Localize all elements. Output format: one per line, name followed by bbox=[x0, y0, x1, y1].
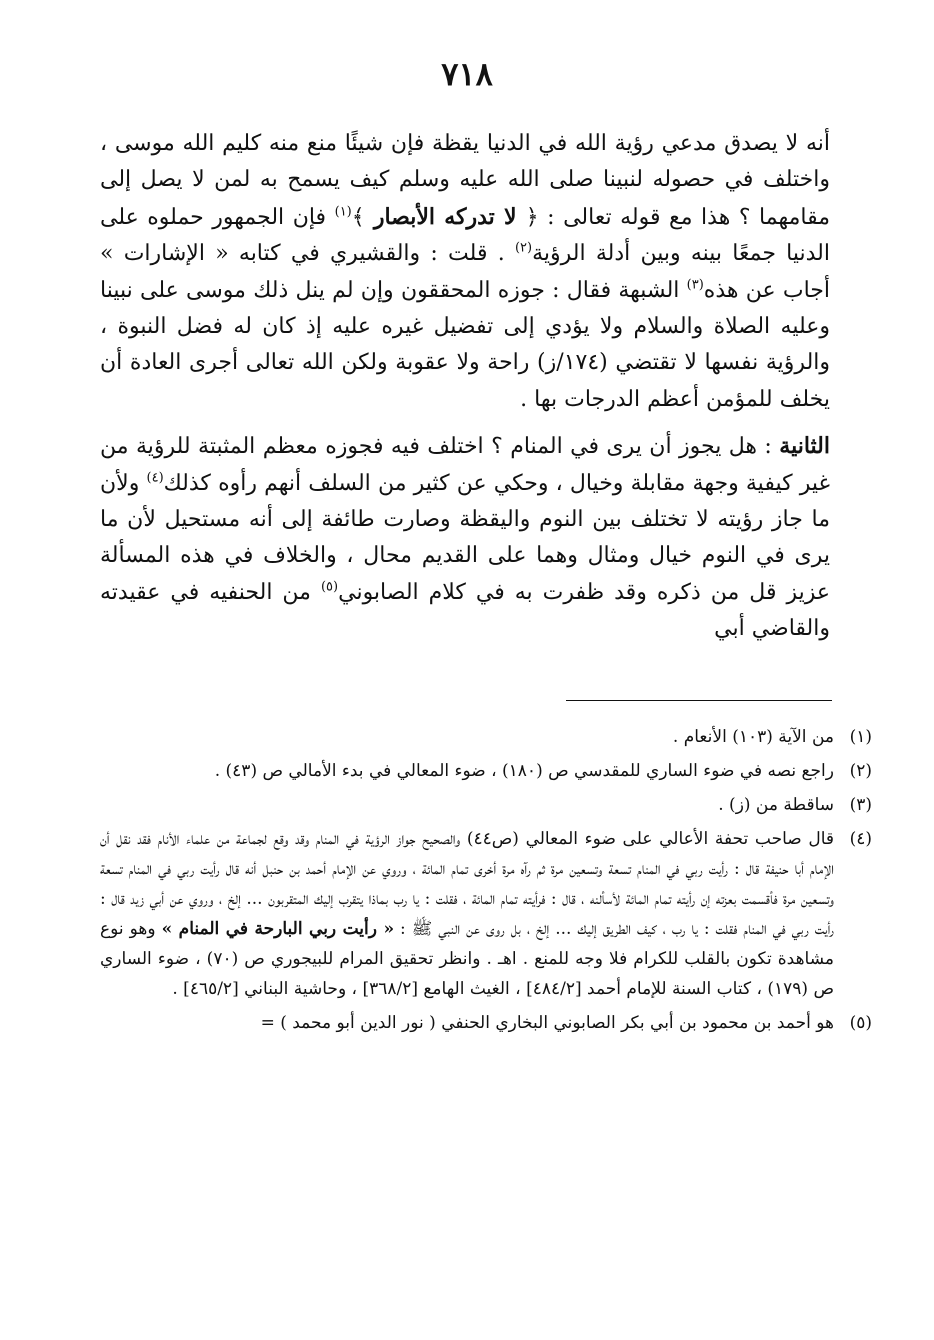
footnote-number: (١) bbox=[849, 727, 872, 747]
footnote-4 bbox=[100, 824, 872, 1004]
footnote-text: راجع نصه في ضوء الساري للمقدسي ص (١٨٠) ، ضوء المعالي في بدء الأمالي ص (٤٣) . bbox=[214, 761, 834, 781]
quran-verse: لا تدركه الأبصار bbox=[364, 203, 526, 230]
footnote-ref-4: (٤) bbox=[146, 470, 164, 486]
page-number: ٧١٨ bbox=[441, 55, 493, 93]
footnote-number: (٣) bbox=[849, 795, 872, 815]
footnote-ref-2: (٢) bbox=[514, 240, 533, 256]
footnote-text: هو أحمد بن محمود بن أبي بكر الصابوني البخاري الحنفي ( نور الدين أبو محمد ) = bbox=[260, 1013, 834, 1033]
paragraph-1: أنه لا يصدق مدعي رؤية الله في الدنيا يقظة فإن شيئًا منع منه كليم الله موسى ، واختلف في حصوله لنبينا صلى الله عليه وسلم كيف يسمح به لمن لا يصل إلى مقامهما ؟ هذا مع قوله تعالى : ﴿ لا تدركه الأبصار ﴾$^{(١)}$ فإن الجمهور حملوه على الدنيا جمعًا بينه وبين أدلة الرؤية$^{(٢)}$ . قلت : والقشيري في كتابه « الإشارات » أجاب عن هذه$^{(٣)}$ الشبهة فقال : جوزه المحققون وإن لم ينل ذلك موسى على نبينا وعليه الصلاة والسلام ولا يؤدي إلى تفضيل غيره عليه إذ كان له فضل النبوة ، والرؤية نفسها لا تقتضي (١٧٤/ز) راحة ولا عقوبة ولكن الله تعالى أجرى العادة أن يخلف للمؤمن أعظم الدرجات بها . bbox=[100, 131, 831, 412]
main-text bbox=[100, 126, 830, 648]
footnote-ref-5: (٥) bbox=[320, 579, 339, 595]
footnote-5 bbox=[100, 1008, 872, 1038]
footnote-3 bbox=[100, 790, 872, 820]
footnote-ref-1: (١) bbox=[334, 204, 352, 220]
footnote-number: (٤) bbox=[849, 829, 872, 849]
footnote-2 bbox=[100, 756, 872, 786]
footnote-text: من الآية (١٠٣) الأنعام . bbox=[672, 727, 834, 747]
section-heading: الثانية bbox=[779, 433, 830, 460]
footnote-text: ساقطة من (ز) . bbox=[718, 795, 834, 815]
hadith-quote: « رأيت ربي البارحة في المنام » bbox=[161, 919, 395, 939]
footnotes bbox=[100, 722, 872, 1038]
footnote-number: (٢) bbox=[849, 761, 872, 781]
footnote-text: قال صاحب تحفة الأعالي على ضوء المعالي (ص٤٤) والصحيح جواز الرؤية في المنام وقد وقع لجماعة من علماء الأنام فقد نقل أن الإمام أبا حنيفة قال : رأيت ربي في المنام تسعة وتسعين مرة ثم رآه مرة أخرى تمام المائة ، وروي عن الإمام أحمد بن حنبل أنه قال رأيت ربي في المنام تسعة وتسعين مرة فأقسمت بعزته إن رأيته تمام المائة لأسألنه ، قال : فرأيته تمام المائة ، فقلت : يا رب بماذا يتقرب إليك المتقربون ... إلخ ، وروي عن أبي زيد قال : رأيت ربي في المنام فقلت : يا رب ، كيف الطريق إليك ... إلخ ، بل روى عن النبي ﷺ : « رأيت ربي البارحة في المنام » وهو نوع مشاهدة تكون بالقلب للكرام فلا وجه للمنع . اهـ . وانظر تحقيق المرام للبيجوري ص (٧٠) ، ضوء الساري ص (١٧٩) ، كتاب السنة للإمام أحمد [٤٨٤/٢] ، الغيث الهامع [٣٦٨/٢] ، وحاشية البناني [٤٦٥/٢] . bbox=[100, 829, 835, 999]
paragraph-2: الثانية : هل يجوز أن يرى في المنام ؟ اختلف فيه فجوزه معظم المثبتة للرؤية من غير كيفية وجهة مقابلة وخيال ، وحكي عن كثير من السلف أنهم رأوه كذلك$^{(٤)}$ ولأن ما جاز رؤيته لا تختلف بين النوم واليقظة وصارت طائفة إلى أنه مستحيل لأن ما يرى في النوم خيال ومثال وهما على القديم محال ، والخلاف في هذه المسألة عزيز قل من ذكره وقد ظفرت به في كلام الصابوني$^{(٥)}$ من الحنفيه في عقيدته والقاضي أبي bbox=[100, 433, 830, 642]
footnote-1 bbox=[100, 722, 872, 752]
footnote-separator bbox=[566, 700, 832, 701]
footnote-number: (٥) bbox=[849, 1013, 872, 1033]
footnote-ref-3: (٣) bbox=[686, 277, 704, 293]
